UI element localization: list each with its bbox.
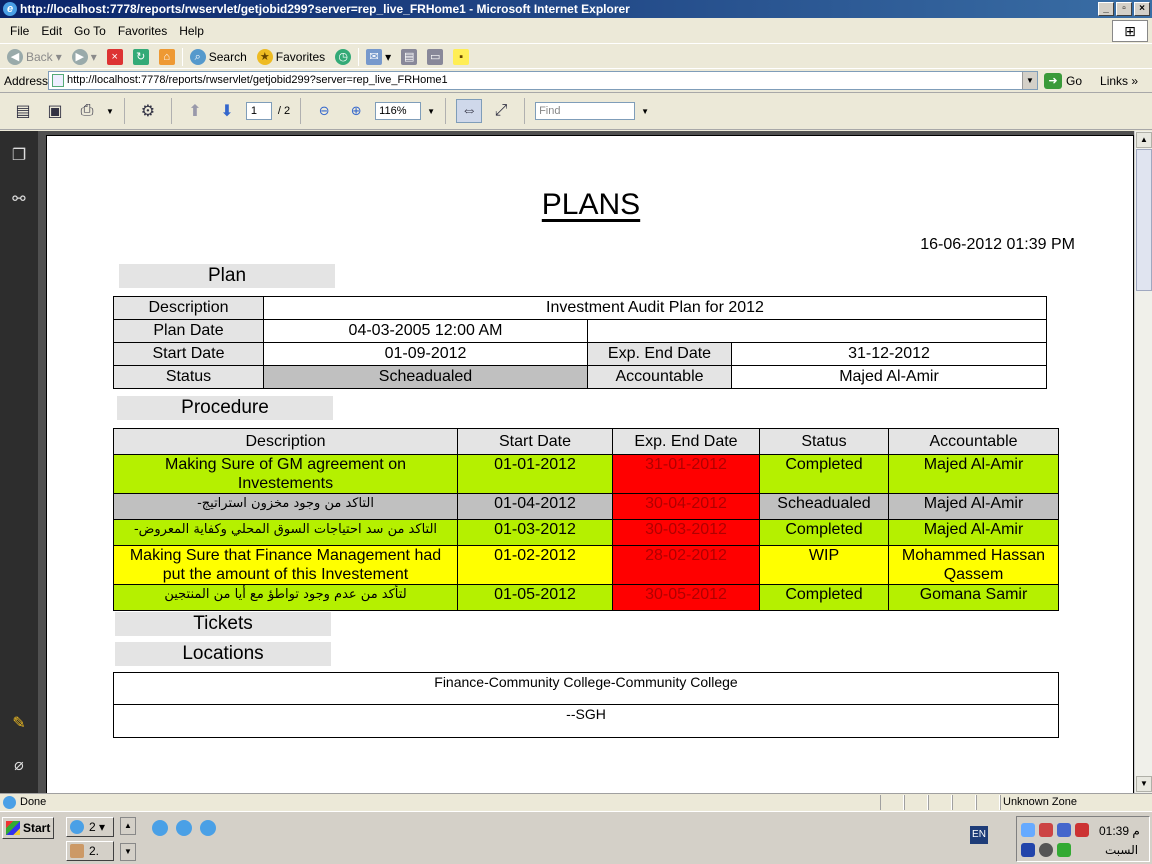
menu-goto[interactable]: Go To [74, 23, 106, 38]
list-item: --SGH [566, 706, 606, 722]
page-status-icon [3, 796, 16, 809]
page-icon [52, 74, 64, 87]
windows-logo-icon: ⊞ [1112, 20, 1148, 42]
procedure-status: Completed [760, 455, 889, 494]
column-header-accountable: Accountable [889, 429, 1059, 455]
taskbar-ie-group[interactable]: 2 ▾ [66, 817, 114, 837]
zoom-out-button[interactable] [311, 99, 337, 123]
fit-width-icon: ⇔ [461, 102, 478, 119]
locations-section-header: Locations [115, 642, 331, 666]
find-input[interactable]: Find [535, 102, 635, 120]
procedure-end: 30-05-2012 [613, 585, 760, 611]
toolbar-separator [182, 48, 183, 66]
status-cell [976, 795, 1000, 810]
status-text: Done [20, 796, 47, 808]
procedure-description: لتأكد من عدم وجود تواطؤ مع أيا من المنتجين [114, 585, 458, 611]
report-viewer-toolbar [0, 92, 1152, 130]
procedure-accountable: Majed Al-Amir [889, 494, 1059, 520]
accountable-label: Accountable [588, 366, 732, 389]
refresh-icon: ↻ [133, 49, 149, 65]
star-icon: ★ [257, 49, 273, 65]
mail-button[interactable]: ✉ ▾ [363, 49, 394, 65]
taskbar-scroll-down[interactable]: ▼ [120, 843, 136, 861]
description-label: Description [114, 297, 264, 320]
back-button[interactable]: ◀ Back ▾ [4, 49, 65, 65]
zoom-in-button[interactable] [343, 99, 369, 123]
previous-page-button[interactable] [182, 99, 208, 123]
scroll-down-button[interactable]: ▼ [1136, 776, 1152, 792]
refresh-button[interactable] [130, 49, 152, 65]
printer-icon: ▤ [15, 103, 31, 120]
network-icon[interactable] [1057, 843, 1071, 857]
tray-icon[interactable] [1039, 823, 1053, 837]
forward-button[interactable]: ▶ ▾ [69, 49, 100, 65]
favorites-button[interactable]: ★ Favorites [254, 49, 328, 65]
zoom-dropdown-icon[interactable]: ▼ [427, 106, 436, 116]
tray-icon[interactable] [1057, 823, 1071, 837]
toolbar-separator [524, 98, 525, 124]
column-header-description: Description [114, 429, 458, 455]
tray-icon[interactable] [1021, 823, 1035, 837]
search-icon: ⌕ [190, 49, 206, 65]
note-icon: ▪ [453, 49, 469, 65]
menu-bar [0, 18, 1152, 44]
system-tray [1016, 816, 1150, 862]
forward-arrow-icon: ▶ [72, 49, 88, 65]
table-row [114, 546, 1059, 585]
zoom-in-icon: ⊕ [350, 103, 362, 118]
print-button[interactable] [398, 49, 420, 65]
export-icon: ⎙ [80, 102, 94, 119]
search-button[interactable]: ⌕ Search [187, 49, 250, 65]
status-cell [952, 795, 976, 810]
zoom-level-select[interactable]: 116% [375, 102, 421, 120]
taskbar-scroll-up[interactable]: ▲ [120, 817, 136, 835]
notes-button[interactable] [450, 49, 472, 65]
comments-icon[interactable]: ✎ [12, 715, 26, 732]
address-url: http://localhost:7778/reports/rwservlet/getjobid299?server=rep_live_FRHome1 [67, 74, 448, 86]
table-row [114, 585, 1059, 611]
plan-table [113, 296, 1047, 389]
start-button[interactable]: Start [2, 817, 54, 839]
status-value: Scheadualed [264, 366, 588, 389]
export-button[interactable] [74, 99, 100, 123]
window-title-bar [0, 0, 1152, 18]
procedure-end: 30-03-2012 [613, 520, 760, 546]
back-arrow-icon: ◀ [7, 49, 23, 65]
next-page-button[interactable] [214, 99, 240, 123]
status-bar [0, 793, 1152, 811]
page-number-input[interactable]: 1 [246, 102, 272, 120]
empty-cell [588, 320, 1047, 343]
procedure-description: التاكد من وجود مخزون استراتيج- [114, 494, 458, 520]
fit-page-button[interactable] [488, 99, 514, 123]
status-label: Status [114, 366, 264, 389]
toolbar-separator [445, 98, 446, 124]
language-indicator[interactable]: EN [970, 826, 988, 844]
start-date-label: Start Date [114, 343, 264, 366]
go-arrow-icon: ➜ [1044, 73, 1062, 89]
stop-icon: × [107, 49, 123, 65]
edit-button[interactable] [424, 49, 446, 65]
procedure-status: WIP [760, 546, 889, 585]
shield-icon[interactable] [1021, 843, 1035, 857]
save-button[interactable] [42, 99, 68, 123]
procedure-section-header: Procedure [117, 396, 333, 420]
total-pages: / 2 [277, 105, 291, 117]
address-label: Address [4, 73, 49, 88]
report-page [46, 135, 1134, 793]
procedure-description: التاكد من سد احتياجات السوق المحلي وكفاية المعروض- [114, 520, 458, 546]
go-button[interactable]: ➜ Go [1044, 73, 1082, 89]
print-report-button[interactable] [10, 99, 36, 123]
printer-icon: ▤ [401, 49, 417, 65]
list-item: Finance-Community College-Community College [114, 673, 1058, 705]
vertical-scrollbar[interactable] [1134, 131, 1152, 793]
procedure-end: 28-02-2012 [613, 546, 760, 585]
procedure-description: Making Sure of GM agreement on Investements [114, 455, 458, 494]
procedure-accountable: Mohammed Hassan Qassem [889, 546, 1059, 585]
plan-description: Investment Audit Plan for 2012 [264, 297, 1047, 320]
procedure-status: Completed [760, 585, 889, 611]
home-button[interactable] [156, 49, 178, 65]
table-row [114, 520, 1059, 546]
exp-end-date-label: Exp. End Date [588, 343, 732, 366]
document-viewport [38, 131, 1134, 793]
procedure-start: 01-01-2012 [458, 455, 613, 494]
properties-button[interactable] [135, 99, 161, 123]
fit-width-button[interactable] [456, 99, 482, 123]
maximize-button[interactable]: ▫ [1116, 2, 1132, 16]
zoom-out-icon: ⊖ [318, 103, 330, 118]
toolbar-separator [300, 98, 301, 124]
address-bar [0, 70, 1152, 91]
start-date-value: 01-09-2012 [264, 343, 588, 366]
down-arrow-icon: ⬇ [220, 103, 234, 120]
quicklaunch-app-icon[interactable] [152, 820, 168, 836]
menu-edit[interactable]: Edit [41, 23, 63, 38]
home-icon: ⌂ [159, 49, 175, 65]
edit-icon: ▭ [427, 49, 443, 65]
accountable-value: Majed Al-Amir [732, 366, 1047, 389]
quicklaunch-messenger-icon[interactable] [200, 820, 216, 836]
plan-date-label: Plan Date [114, 320, 264, 343]
procedure-status: Completed [760, 520, 889, 546]
up-arrow-icon: ⬆ [188, 103, 202, 120]
save-icon: ▣ [47, 103, 63, 120]
table-row [114, 494, 1059, 520]
toolbar-separator [171, 98, 172, 124]
table-row [114, 455, 1059, 494]
plan-section-header: Plan [119, 264, 335, 288]
minimize-button[interactable]: _ [1098, 2, 1114, 16]
close-button[interactable]: × [1134, 2, 1150, 16]
taskbar-app-group[interactable]: 2. [66, 841, 114, 861]
tickets-section-header: Tickets [115, 612, 331, 636]
gear-icon: ⚙ [140, 103, 156, 120]
export-dropdown-icon[interactable]: ▼ [106, 106, 114, 116]
column-header-status: Status [760, 429, 889, 455]
pages-icon[interactable]: ❐ [11, 147, 27, 164]
status-cell [904, 795, 928, 810]
address-dropdown-button[interactable]: ▼ [1022, 72, 1037, 89]
procedure-end: 31-01-2012 [613, 455, 760, 494]
menu-file[interactable]: File [10, 23, 30, 38]
procedure-status: Scheadualed [760, 494, 889, 520]
attachment-icon[interactable]: ⌀ [14, 757, 24, 774]
standard-toolbar [0, 45, 1152, 69]
column-header-start-date: Start Date [458, 429, 613, 455]
scroll-thumb[interactable] [1136, 149, 1152, 291]
locations-list [113, 672, 1059, 738]
ie-icon: e [3, 2, 17, 16]
history-button[interactable] [332, 49, 354, 65]
tray-icon[interactable] [1075, 823, 1089, 837]
mail-icon: ✉ [366, 49, 382, 65]
app-icon [70, 844, 84, 858]
report-datetime: 16-06-2012 01:39 PM [920, 236, 1075, 253]
window-title: http://localhost:7778/reports/rwservlet/getjobid299?server=rep_live_FRHome1 - Microsoft Internet Explorer [20, 2, 630, 16]
ie-icon [70, 820, 84, 834]
quicklaunch-ie-icon[interactable] [176, 820, 192, 836]
toolbar-separator [124, 98, 125, 124]
procedure-accountable: Majed Al-Amir [889, 520, 1059, 546]
procedure-start: 01-02-2012 [458, 546, 613, 585]
procedure-accountable: Gomana Samir [889, 585, 1059, 611]
navigation-pane [0, 131, 38, 793]
windows-flag-icon [6, 821, 20, 835]
exp-end-date-value: 31-12-2012 [732, 343, 1047, 366]
plan-date-value: 04-03-2005 12:00 AM [264, 320, 588, 343]
day-label: السبت [1105, 843, 1139, 857]
status-cell [880, 795, 904, 810]
procedure-accountable: Majed Al-Amir [889, 455, 1059, 494]
menu-help[interactable]: Help [179, 23, 204, 38]
links-button[interactable]: Links » [1100, 73, 1139, 88]
address-input[interactable] [48, 71, 1038, 90]
toolbar-separator [358, 48, 359, 66]
procedure-table [113, 428, 1059, 611]
procedure-start: 01-05-2012 [458, 585, 613, 611]
scroll-up-button[interactable]: ▲ [1136, 132, 1152, 148]
procedure-start: 01-04-2012 [458, 494, 613, 520]
menu-favorites[interactable]: Favorites [117, 23, 168, 38]
procedure-description: Making Sure that Finance Management had put the amount of this Investement [114, 546, 458, 585]
stop-button[interactable] [104, 49, 126, 65]
fit-page-icon: ⤢ [494, 102, 508, 119]
binoculars-icon[interactable]: ⚯ [12, 191, 26, 208]
clock[interactable]: 01:39 م [1099, 824, 1140, 838]
report-title: PLANS [541, 188, 641, 221]
history-icon: ◷ [335, 49, 351, 65]
security-zone: Unknown Zone [1000, 795, 1134, 810]
status-cells [880, 795, 1000, 810]
taskbar [0, 811, 1152, 864]
procedure-end: 30-04-2012 [613, 494, 760, 520]
status-cell [928, 795, 952, 810]
tray-icon[interactable] [1039, 843, 1053, 857]
find-dropdown-icon[interactable]: ▼ [641, 106, 649, 116]
column-header-exp-end-date: Exp. End Date [613, 429, 760, 455]
procedure-start: 01-03-2012 [458, 520, 613, 546]
